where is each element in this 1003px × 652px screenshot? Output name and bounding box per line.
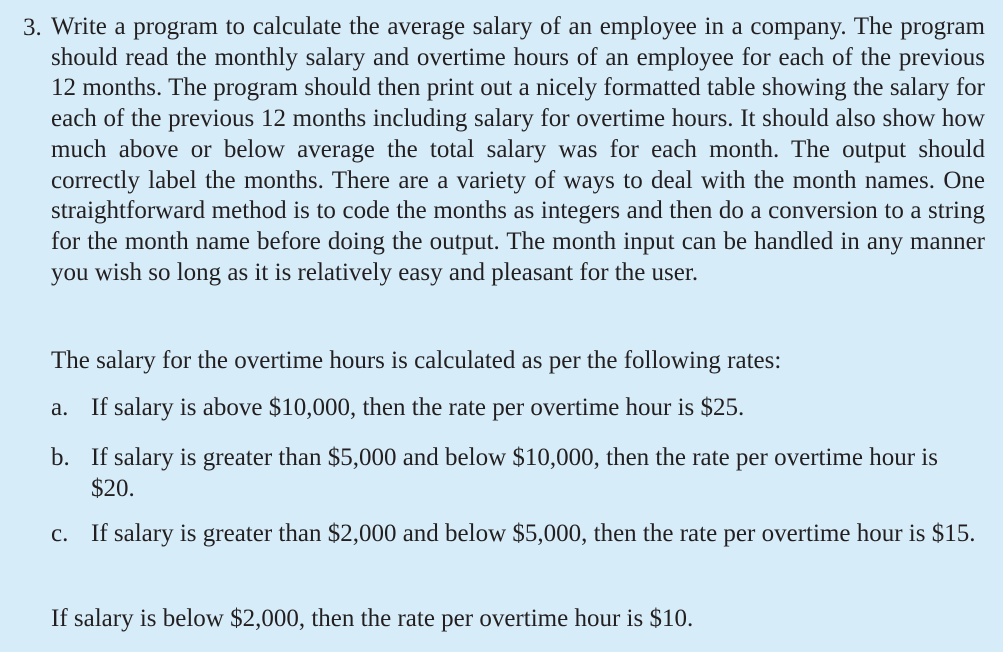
overtime-rates-intro: The salary for the overtime hours is calculated as per the following rates:	[51, 347, 782, 374]
exercise-number: 3.	[23, 14, 42, 41]
rate-item-marker: b.	[51, 444, 70, 471]
low-salary-rate-note: If salary is below $2,000, then the rate per overtime hour is $10.	[51, 605, 694, 632]
rate-item-marker: a.	[51, 394, 69, 421]
rate-item-marker: c.	[51, 520, 69, 547]
rate-item-c	[51, 519, 985, 550]
exercise-description: Write a program to calculate the average salary of an employee in a company. The program should read the monthly salary and overtime hours of an employee for each of the previous 12 months. The program should then print out a nicely formatted table showing the salary for each of the previous 12 months including salary for overtime hours. It should also show how much above or below average the total salary was for each month. The output should correctly label the months. There are a variety of ways to deal with the month names. One straightforward method is to code the months as integers and then do a conversion to a string for the month name before doing the output. The month input can be handled in any manner you wish so long as it is relatively easy and pleasant for the user.	[51, 13, 985, 286]
rate-item-text: If salary is greater than $2,000 and below $5,000, then the rate per overtime hour is $15.	[91, 520, 976, 547]
rate-item-text: If salary is above $10,000, then the rate per overtime hour is $25.	[91, 394, 745, 421]
rate-item-b	[51, 443, 985, 504]
rate-item-text: If salary is greater than $5,000 and below $10,000, then the rate per overtime hour is $20.	[91, 444, 938, 502]
rate-item-a	[51, 393, 985, 424]
